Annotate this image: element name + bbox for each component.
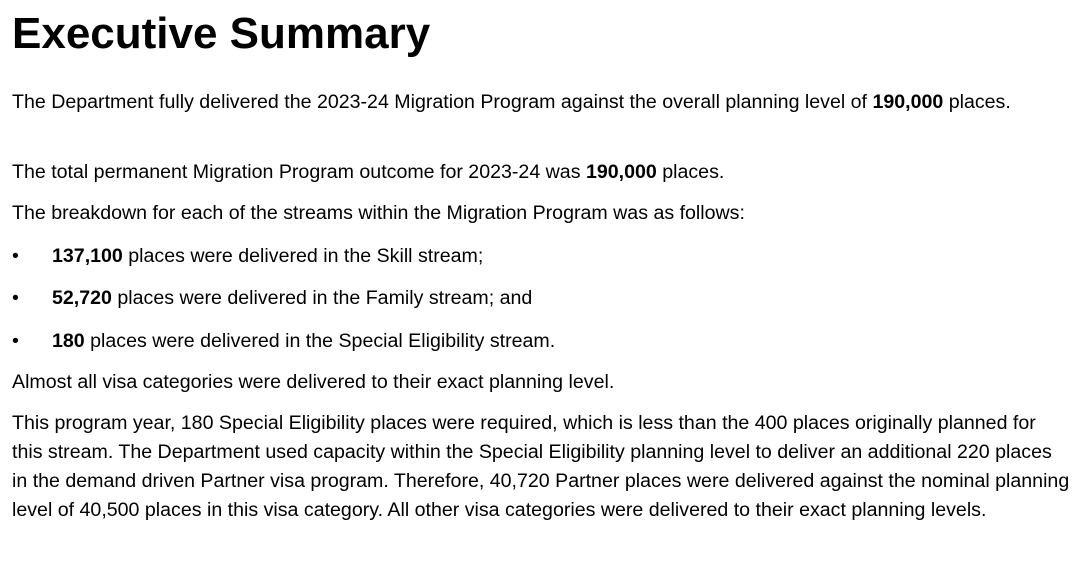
paragraph-text: places. (943, 91, 1011, 113)
bullet-dot-icon: • (12, 330, 19, 352)
paragraph-text: The total permanent Migration Program outcome for 2023-24 was (12, 161, 586, 183)
bold-figure: 190,000 (585, 161, 657, 183)
page-title: Executive Summary (12, 9, 431, 58)
paragraph-planning-level: Almost all visa categories were delivered to their exact planning level. (12, 371, 615, 393)
paragraph-total-outcome (12, 158, 1070, 187)
bullet-label: places were delivered in the Skill stream; (122, 245, 484, 267)
bullet-text (52, 242, 483, 271)
paragraph-text: places. (656, 161, 725, 183)
bullet-dot-icon: • (12, 287, 19, 309)
bullet-text (52, 327, 555, 356)
bold-figure: 180 (52, 330, 85, 352)
bullet-label: places were delivered in the Special Eligibility stream. (84, 330, 556, 352)
bold-figure: 190,000 (872, 91, 944, 113)
paragraph-overall-delivery (12, 88, 1070, 117)
bold-figure: 52,720 (52, 287, 112, 309)
paragraph-text: The Department fully delivered the 2023-24 Migration Program against the overall planning level of (12, 91, 873, 113)
bullet-label: places were delivered in the Family stream; and (111, 287, 533, 309)
paragraph-special-eligibility-detail: This program year, 180 Special Eligibility places were required, which is less than the 400 places originally planned for this stream. The Department used capacity within the Special Eligibility planning level to deliver an additional 220 places in the demand driven Partner visa program. Therefore, 40,720 Partner places were delivered against the nominal planning level of 40,500 places in this visa category. All other visa categories were delivered to their exact planning levels. (12, 412, 1070, 521)
bold-figure: 137,100 (52, 245, 123, 267)
bullet-text (52, 284, 532, 313)
bullet-dot-icon: • (12, 245, 19, 267)
paragraph-breakdown-intro: The breakdown for each of the streams within the Migration Program was as follows: (12, 202, 745, 224)
